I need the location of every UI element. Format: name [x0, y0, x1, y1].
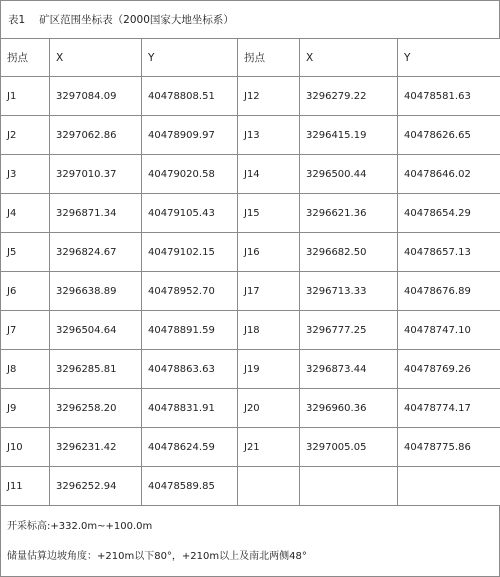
- table-title: [0, 0, 500, 38]
- cell-y-right: 40478646.02: [398, 155, 500, 194]
- header-y-right: Y: [398, 39, 500, 77]
- cell-point-right: J15: [238, 194, 300, 233]
- cell-x-right: 3296415.19: [300, 116, 398, 155]
- cell-y-right: 40478774.17: [398, 389, 500, 428]
- cell-x-right: [300, 467, 398, 506]
- cell-x-left: 3296824.67: [50, 233, 142, 272]
- cell-y-left: 40478831.91: [142, 389, 238, 428]
- cell-point-left: J8: [1, 350, 50, 389]
- cell-x-right: 3296279.22: [300, 77, 398, 116]
- table-row: [1, 311, 500, 350]
- table-caption: 矿区范围坐标表（2000国家大地坐标系）: [39, 12, 234, 27]
- cell-x-right: 3296500.44: [300, 155, 398, 194]
- cell-point-left: J11: [1, 467, 50, 506]
- cell-x-right: 3296873.44: [300, 350, 398, 389]
- table-row: [1, 428, 500, 467]
- table-number: 表1: [8, 12, 25, 27]
- slope-angle-note: 储量估算边坡角度：+210m以下80°，+210m以上及南北两侧48°: [7, 546, 499, 568]
- cell-y-right: 40478775.86: [398, 428, 500, 467]
- cell-point-left: J5: [1, 233, 50, 272]
- table-row: [1, 77, 500, 116]
- cell-y-left: 40478863.63: [142, 350, 238, 389]
- cell-point-right: J17: [238, 272, 300, 311]
- cell-y-right: 40478676.89: [398, 272, 500, 311]
- table-row: [1, 155, 500, 194]
- cell-x-right: 3296621.36: [300, 194, 398, 233]
- header-x-right: X: [300, 39, 398, 77]
- cell-y-right: 40478626.65: [398, 116, 500, 155]
- cell-point-right: [238, 467, 300, 506]
- cell-point-right: J19: [238, 350, 300, 389]
- cell-x-right: 3296960.36: [300, 389, 398, 428]
- cell-point-left: J7: [1, 311, 50, 350]
- cell-y-left: 40478909.97: [142, 116, 238, 155]
- cell-x-right: 3296713.33: [300, 272, 398, 311]
- cell-point-left: J4: [1, 194, 50, 233]
- table-row: [1, 233, 500, 272]
- cell-y-right: 40478654.29: [398, 194, 500, 233]
- cell-point-right: J14: [238, 155, 300, 194]
- cell-x-left: 3297010.37: [50, 155, 142, 194]
- table-notes: [0, 506, 500, 577]
- cell-y-left: 40478589.85: [142, 467, 238, 506]
- cell-y-right: 40478747.10: [398, 311, 500, 350]
- cell-point-left: J1: [1, 77, 50, 116]
- cell-point-right: J20: [238, 389, 300, 428]
- cell-x-left: 3296231.42: [50, 428, 142, 467]
- cell-point-right: J21: [238, 428, 300, 467]
- cell-x-left: 3296258.20: [50, 389, 142, 428]
- cell-x-left: 3296252.94: [50, 467, 142, 506]
- table-row: [1, 116, 500, 155]
- table-row: [1, 467, 500, 506]
- table-row: [1, 194, 500, 233]
- table-header-row: [1, 39, 500, 77]
- cell-point-right: J16: [238, 233, 300, 272]
- cell-x-left: 3297062.86: [50, 116, 142, 155]
- header-y-left: Y: [142, 39, 238, 77]
- cell-x-left: 3296285.81: [50, 350, 142, 389]
- cell-x-left: 3296871.34: [50, 194, 142, 233]
- cell-y-right: 40478581.63: [398, 77, 500, 116]
- cell-point-right: J18: [238, 311, 300, 350]
- cell-y-left: 40478952.70: [142, 272, 238, 311]
- cell-x-right: 3296777.25: [300, 311, 398, 350]
- cell-x-left: 3296638.89: [50, 272, 142, 311]
- header-point-left: 拐点: [1, 39, 50, 77]
- cell-x-right: 3296682.50: [300, 233, 398, 272]
- cell-y-left: 40479105.43: [142, 194, 238, 233]
- cell-point-left: J6: [1, 272, 50, 311]
- coordinate-table: [0, 38, 500, 506]
- coordinate-table-body: [1, 39, 500, 506]
- cell-y-right: 40478769.26: [398, 350, 500, 389]
- cell-point-left: J9: [1, 389, 50, 428]
- cell-point-right: J12: [238, 77, 300, 116]
- cell-y-left: 40478624.59: [142, 428, 238, 467]
- cell-point-left: J2: [1, 116, 50, 155]
- cell-y-left: 40478891.59: [142, 311, 238, 350]
- header-x-left: X: [50, 39, 142, 77]
- cell-y-right: [398, 467, 500, 506]
- cell-x-left: 3296504.64: [50, 311, 142, 350]
- cell-y-left: 40479020.58: [142, 155, 238, 194]
- cell-y-left: 40479102.15: [142, 233, 238, 272]
- header-point-right: 拐点: [238, 39, 300, 77]
- mining-elevation-note: 开采标高:+332.0m~+100.0m: [7, 516, 499, 538]
- cell-y-right: 40478657.13: [398, 233, 500, 272]
- cell-x-right: 3297005.05: [300, 428, 398, 467]
- cell-point-right: J13: [238, 116, 300, 155]
- cell-x-left: 3297084.09: [50, 77, 142, 116]
- table-row: [1, 350, 500, 389]
- table-row: [1, 272, 500, 311]
- cell-point-left: J3: [1, 155, 50, 194]
- table-row: [1, 389, 500, 428]
- cell-point-left: J10: [1, 428, 50, 467]
- cell-y-left: 40478808.51: [142, 77, 238, 116]
